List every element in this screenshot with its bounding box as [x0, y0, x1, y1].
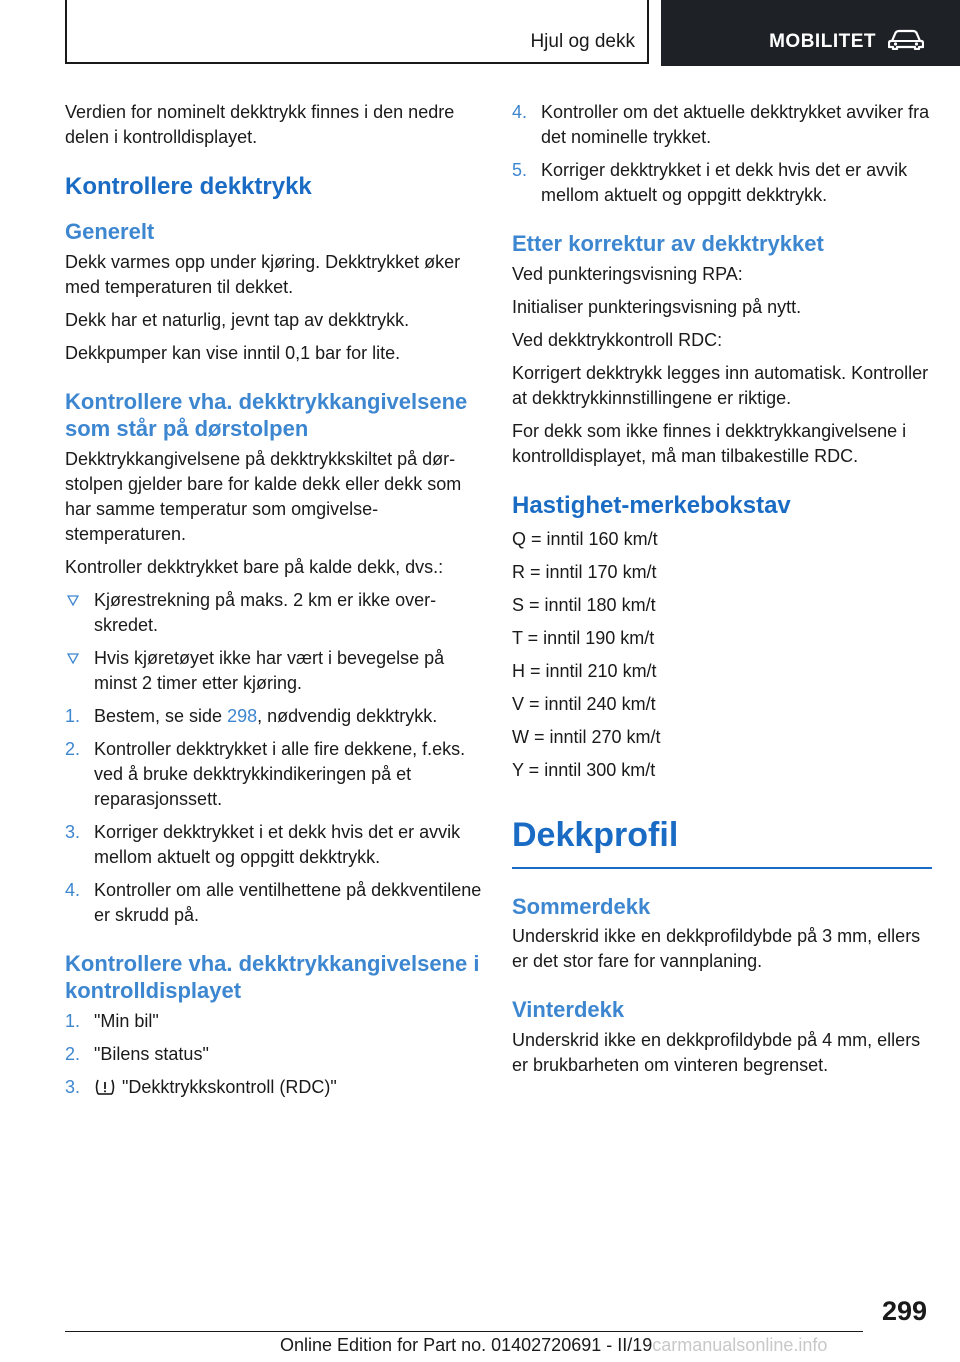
- generelt-paragraph-2: Dekk har et naturlig, jevnt tap av dekktrykk.: [65, 309, 410, 330]
- step-text: Kontroller dekktrykket i alle fire dekkene, f.eks. ved å bruke dekktrykkindikeringen på et reparasjonssett.: [94, 738, 466, 809]
- right-column: [512, 100, 932, 1086]
- step-number: 1.: [65, 1010, 81, 1031]
- heading-sommerdekk: Sommerdekk: [512, 893, 651, 919]
- step-number: 3.: [65, 1076, 81, 1097]
- heading-dekkprofil: Dekkprofil: [512, 815, 679, 854]
- chapter-title: MOBILITET: [769, 31, 876, 52]
- step-item: [512, 100, 932, 150]
- heading-dorstolpe: Kontrollere vha. dekktrykkangivelsene som står på dørstolpen: [65, 388, 468, 441]
- triangle-bullet-icon: [67, 653, 79, 664]
- heading-kontrollere-dekktrykk: Kontrollere dekktrykk: [65, 173, 312, 200]
- bullet-text: Kjørestrekning på maks. 2 km er ikke overskredet.: [94, 589, 437, 635]
- triangle-bullet-icon: [67, 595, 79, 606]
- tire-pressure-warning-icon: [94, 1078, 116, 1096]
- bullet-text: Hvis kjøretøyet ikke har vært i bevegelse på minst 2 timer etter kjøring.: [94, 647, 445, 693]
- intro-paragraph: Verdien for nominelt dekktrykk finnes i den nedre delen i kontrolldisplayet.: [65, 102, 455, 147]
- speed-rating-line: Q = inntil 160 km/t: [512, 528, 658, 549]
- speed-rating-line: S = inntil 180 km/t: [512, 594, 656, 615]
- korrektur-paragraph-4: Korrigert dekktrykk legges inn automatisk. Kontroller at dekktrykkinnstillingene er riktige.: [512, 362, 929, 408]
- step-number: 4.: [512, 102, 528, 122]
- page-header: [0, 0, 960, 66]
- heading-hastighet: Hastighet-merkebokstav: [512, 491, 791, 519]
- section-title-box: [65, 0, 649, 64]
- step-item: [65, 820, 485, 870]
- speed-rating-line: R = inntil 170 km/t: [512, 561, 657, 582]
- step-item: [65, 1009, 485, 1034]
- generelt-paragraph-1: Dekk varmes opp under kjøring. Dekktrykket øker med temperaturen til dekket.: [65, 251, 461, 297]
- page-reference-link[interactable]: 298: [227, 705, 258, 726]
- dorstolpe-paragraph-1: Dekktrykkangivelsene på dekktrykkskiltet på dørstolpen gjelder bare for kalde dekk eller dekk som har samme temperatur som omgivelsestemperaturen.: [65, 448, 462, 544]
- step-text: "Min bil": [94, 1010, 159, 1031]
- step-text: Korriger dekktrykket i et dekk hvis det er avvik mellom aktuelt og oppgitt dekktrykk.: [94, 821, 461, 867]
- speed-rating-line: T = inntil 190 km/t: [512, 627, 655, 648]
- heading-kontrolldisplay: Kontrollere vha. dekktrykkangivelsene i kontrolldisplayet: [65, 950, 480, 1003]
- heading-generelt: Generelt: [65, 219, 155, 244]
- step-item: [65, 1075, 485, 1100]
- bullet-item: [65, 588, 485, 638]
- page-number: 299: [881, 1296, 927, 1326]
- left-column: [65, 100, 485, 1108]
- step-number: 2.: [65, 1043, 81, 1064]
- vinterdekk-paragraph: Underskrid ikke en dekkprofildybde på 4 mm, ellers er brukbarheten om vinteren begrenset.: [512, 1029, 921, 1075]
- heading-underline: [512, 867, 932, 869]
- edition-text: Online Edition for Part no. 01402720691 - II/19: [280, 1335, 653, 1355]
- dorstolpe-paragraph-2: Kontroller dekktrykket bare på kalde dekk, dvs.:: [65, 556, 444, 577]
- sommerdekk-paragraph: Underskrid ikke en dekkprofildybde på 3 mm, ellers er det stor fare for vannplaning.: [512, 926, 921, 971]
- korrektur-paragraph-5: For dekk som ikke finnes i dekktrykkangivelsene i kontrolldisplayet, må man tilbakestille RDC.: [512, 420, 907, 466]
- step-text: Korriger dekktrykket i et dekk hvis det er avvik mellom aktuelt og oppgitt dekktrykk.: [541, 160, 908, 205]
- step-text: Bestem, se side: [94, 705, 228, 726]
- section-title: Hjul og dekk: [530, 31, 635, 52]
- step-text: Kontroller om alle ventilhettene på dekkventilene er skrudd på.: [94, 879, 482, 925]
- step-item: [65, 878, 485, 928]
- step-text: , nødvendig dekktrykk.: [257, 705, 438, 726]
- step-number: 3.: [65, 821, 81, 842]
- step-item: [65, 1042, 485, 1067]
- watermark-text: carmanualsonline.info: [652, 1335, 828, 1355]
- step-item: [65, 704, 485, 729]
- generelt-paragraph-3: Dekkpumper kan vise inntil 0,1 bar for lite.: [65, 342, 401, 363]
- car-icon: [888, 28, 924, 50]
- korrektur-paragraph-2: Initialiser punkteringsvisning på nytt.: [512, 296, 802, 317]
- step-text: "Dekktrykkskontroll (RDC)": [122, 1076, 337, 1097]
- heading-vinterdekk: Vinterdekk: [512, 997, 625, 1022]
- speed-rating-line: Y = inntil 300 km/t: [512, 759, 656, 780]
- step-text: Kontroller om det aktuelle dekktrykket avviker fra det nominelle trykket.: [541, 102, 930, 147]
- step-number: 4.: [65, 879, 81, 900]
- step-number: 1.: [65, 705, 81, 726]
- chapter-tab: [661, 0, 960, 66]
- step-text: "Bilens status": [94, 1043, 209, 1064]
- step-item: [512, 158, 932, 208]
- step-item: [65, 737, 485, 812]
- speed-rating-line: V = inntil 240 km/t: [512, 693, 656, 714]
- korrektur-paragraph-1: Ved punkteringsvisning RPA:: [512, 263, 743, 284]
- korrektur-paragraph-3: Ved dekktrykkontroll RDC:: [512, 329, 723, 350]
- footer-edition: [280, 1334, 827, 1356]
- bullet-item: [65, 646, 485, 696]
- heading-etter-korrektur: Etter korrektur av dekktrykket: [512, 231, 824, 256]
- footer-divider: [65, 1331, 863, 1332]
- step-number: 2.: [65, 738, 81, 759]
- speed-rating-line: W = inntil 270 km/t: [512, 726, 661, 747]
- speed-rating-line: H = inntil 210 km/t: [512, 660, 657, 681]
- step-number: 5.: [512, 160, 528, 180]
